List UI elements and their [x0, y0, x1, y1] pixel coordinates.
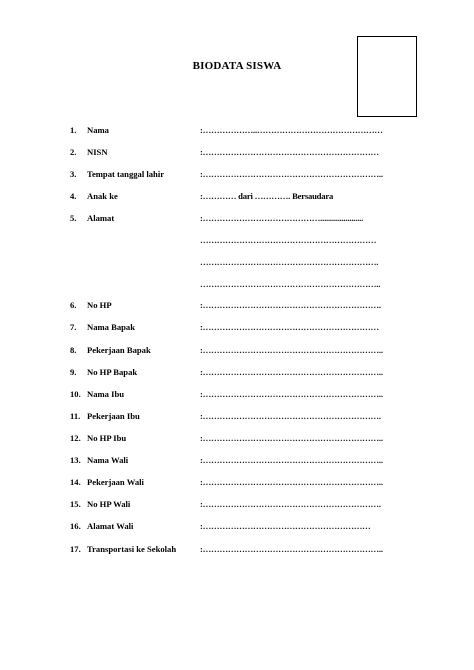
field-row-anak-ke	[0, 189, 474, 203]
field-row-transportasi	[0, 542, 474, 556]
field-blank[interactable]: :………………..………………………………………	[200, 125, 383, 135]
field-number: 2.	[70, 147, 77, 157]
field-blank[interactable]: :………………………………………………………..	[200, 455, 383, 465]
field-number: 10.	[70, 389, 81, 399]
field-blank[interactable]: ………………………………………………………	[200, 235, 377, 245]
field-row-pekerjaan-wali	[0, 475, 474, 489]
field-row-no-hp-ibu	[0, 431, 474, 445]
page-title: BIODATA SISWA	[192, 60, 282, 72]
field-row-alamat-line-4	[0, 277, 474, 291]
field-label: Anak ke	[87, 191, 118, 201]
field-blank[interactable]: :………………………………………………………..	[200, 477, 383, 487]
field-blank[interactable]: ……………………………………………………….	[200, 257, 379, 267]
field-label: No HP	[87, 300, 112, 310]
field-number: 16.	[70, 521, 81, 531]
field-label: Nama Ibu	[87, 389, 125, 399]
field-blank[interactable]: :………………………………………………………..	[200, 389, 383, 399]
field-row-nisn	[0, 145, 474, 159]
field-number: 9.	[70, 367, 77, 377]
field-number: 15.	[70, 499, 81, 509]
field-label: Alamat	[87, 213, 115, 223]
photo-box	[357, 36, 417, 117]
field-row-no-hp-wali	[0, 497, 474, 511]
field-number: 4.	[70, 191, 77, 201]
field-label: Tempat tanggal lahir	[87, 169, 165, 179]
field-number: 11.	[70, 411, 81, 421]
field-number: 6.	[70, 300, 77, 310]
field-label: Nama	[87, 125, 109, 135]
field-row-pekerjaan-ibu	[0, 409, 474, 423]
field-number: 8.	[70, 345, 77, 355]
field-label: No HP Bapak	[87, 367, 138, 377]
field-row-alamat	[0, 211, 474, 225]
field-blank[interactable]: ………………………………………………………..	[200, 279, 381, 289]
field-number: 5.	[70, 213, 77, 223]
field-label: Pekerjaan Ibu	[87, 411, 140, 421]
field-blank[interactable]: :……………………………………......................	[200, 213, 364, 223]
field-row-nama-bapak	[0, 320, 474, 334]
field-number: 13.	[70, 455, 81, 465]
field-blank[interactable]: :………………………………………………………..	[200, 433, 383, 443]
field-label: Pekerjaan Wali	[87, 477, 144, 487]
field-blank[interactable]: :……………………………………………………….	[200, 300, 381, 310]
field-label: NISN	[87, 147, 108, 157]
field-blank[interactable]: :……………………………………………………….	[200, 411, 381, 421]
field-label: No HP Wali	[87, 499, 131, 509]
field-label: Nama Wali	[87, 455, 129, 465]
field-blank[interactable]: :………………………………………………………..	[200, 345, 383, 355]
field-blank[interactable]: :………………………………………………………..	[200, 544, 383, 554]
field-blank[interactable]: :……………………………………………………….	[200, 499, 381, 509]
field-row-tempat-tanggal-lahir	[0, 167, 474, 181]
field-blank[interactable]: :……………………………………………………	[200, 521, 371, 531]
field-number: 12.	[70, 433, 81, 443]
field-label: Pekerjaan Bapak	[87, 345, 151, 355]
field-blank[interactable]: :………………………………………………………..	[200, 169, 383, 179]
field-label: Nama Bapak	[87, 322, 135, 332]
field-row-nama-ibu	[0, 387, 474, 401]
field-number: 17.	[70, 544, 81, 554]
field-blank[interactable]: :………………………………………………………	[200, 147, 379, 157]
field-blank[interactable]: :………………………………………………………	[200, 322, 379, 332]
field-number: 7.	[70, 322, 77, 332]
field-number: 3.	[70, 169, 77, 179]
field-blank[interactable]: :………………………………………………………..	[200, 367, 383, 377]
field-blank[interactable]: :………… dari …………. Bersaudara	[200, 191, 334, 201]
field-number: 14.	[70, 477, 81, 487]
field-row-nama-wali	[0, 453, 474, 467]
field-number: 1.	[70, 125, 77, 135]
field-row-alamat-line-2	[0, 233, 474, 247]
field-label: Alamat Wali	[87, 521, 134, 531]
field-row-no-hp	[0, 298, 474, 312]
field-label: No HP Ibu	[87, 433, 127, 443]
field-row-no-hp-bapak	[0, 365, 474, 379]
field-row-alamat-wali	[0, 519, 474, 533]
field-row-alamat-line-3	[0, 255, 474, 269]
field-row-nama	[0, 123, 474, 137]
field-label: Transportasi ke Sekolah	[87, 544, 177, 554]
field-row-pekerjaan-bapak	[0, 343, 474, 357]
